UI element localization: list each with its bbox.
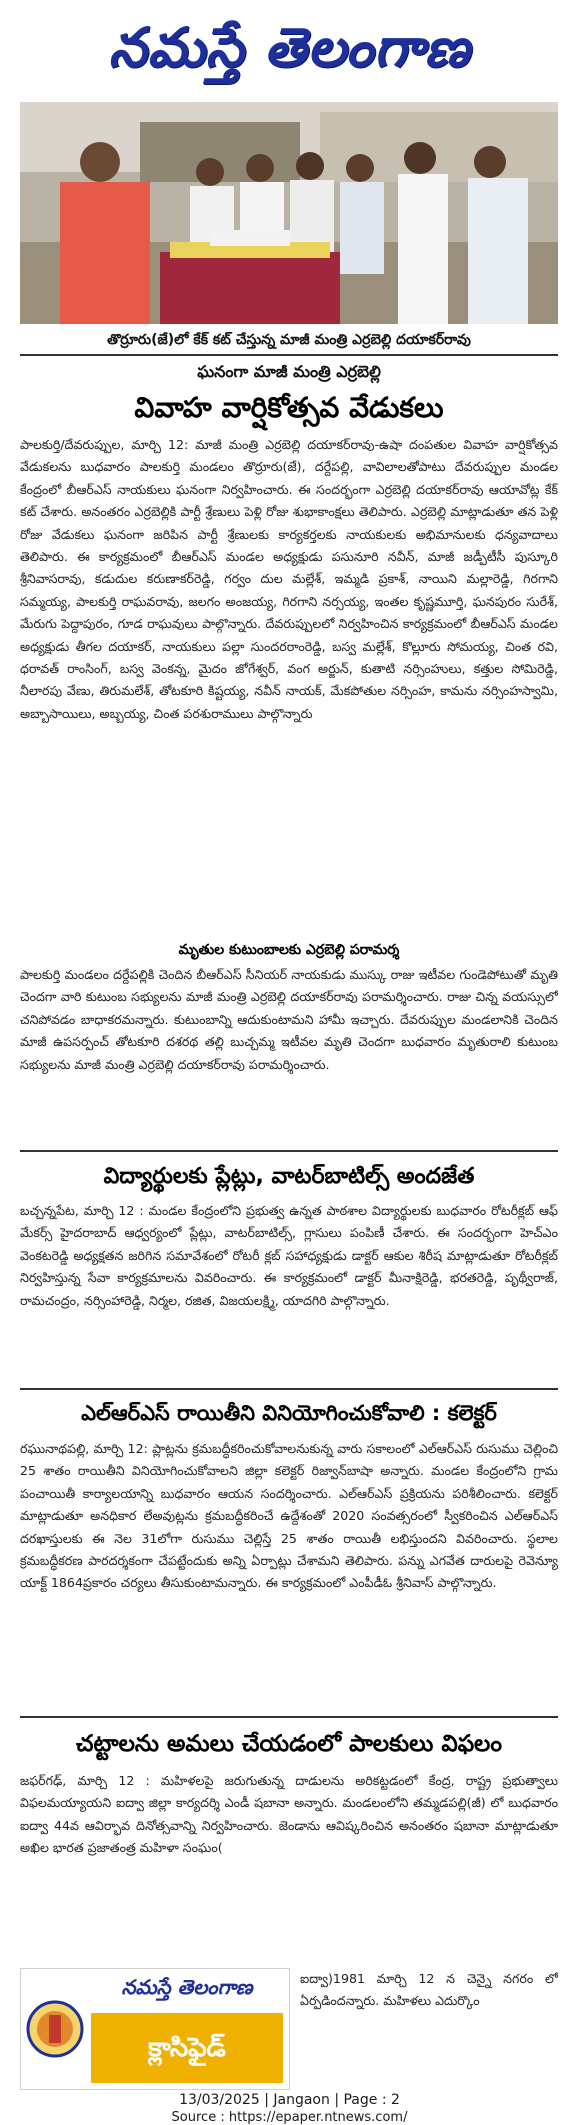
classified-ad [20,1968,290,2090]
story3-body [20,1438,558,1708]
story2-body [20,1200,558,1382]
story1-headline: వివాహ వార్షికోత్సవ వేడుకలు [134,391,444,424]
story2-body-text: బచ్చన్నపేట, మార్చి 12 : మండల కేంద్రంలోని ప్రభుత్వ ఉన్నత పాఠశాల విద్యార్థులకు బుధవారం రోటరీక్లబ్ ఆఫ్ మేకర్స్ హైదరాబాద్ ఆధ్వర్యంలో ప్లేట్లు, వాటర్‌బాటిల్స్, గ్లాసులు పంపిణీ చేశారు. ఈ సందర్భంగా హెచ్‌ఎం వెంకటరెడ్డి అధ్యక్షతన జరిగిన సమావేశంలో రోటరీ క్లబ్ సహాధ్యక్షుడు డాక్టర్ ఆకుల శిరీష మాట్లాడుతూ రోటరీక్లబ్ నిర్వహిస్తున్న సేవా కార్యక్రమాలను వివరించారు. ఈ కార్యక్రమంలో డాక్టర్ మీనాక్షిరెడ్డి, భరతరెడ్డి, పృథ్వీరాజ్, రామచంద్రం, నర్సింహారెడ్డి, నిర్మల, రజిత, విజయలక్ష్మి, యాదగిరి పాల్గొన్నారు. [20,1203,558,1308]
story1-body [20,434,558,938]
story3-body-text: రఘునాథపల్లి, మార్చి 12: ప్లాట్లను క్రమబద్ధీకరించుకోవాలనుకున్న వారు సకాలంలో ఎల్‌ఆర్‌ఎస్ రుసుము చెల్లించి 25 శాతం రాయితీని వినియోగించుకోవాలని జిల్లా కలెక్టర్ రిజ్వాన్‌బాషా అన్నారు. మండల కేంద్రంలోని గ్రామ పంచాయితీ కార్యాలయాన్ని బుధవారం ఆయన సందర్శించారు. ఎల్‌ఆర్‌ఎస్ ప్రక్రియను పరిశీలించారు. కలెక్టర్ మాట్లాడుతూ అనధికార లేఅవుట్లను క్రమబద్ధీకరించే ఉద్దేశంతో 2020 సంవత్సరంలో స్వీకరించిన ఎల్‌ఆర్‌ఎస్ దరఖాస్తులకు ఈ నెల 31లోగా రుసుము చెల్లిస్తే 25 శాతం రాయితీ లభిస్తుందని వివరించారు. స్థలాల క్రమబద్ధీకరణ పారదర్శకంగా చేపట్టేందుకు అన్ని ఏర్పాట్లు చేశామని తెలిపారు. పన్ను ఎగవేత దారులపై రెవెన్యూ యాక్ట్ 1864ప్రకారం చర్యలు తీసుకుంటామన్నారు. ఈ కార్యక్రమంలో ఎంపీడీఓ శ్రీనివాస్ పాల్గొన్నారు. [20,1441,558,1591]
masthead-title: నమస్తే తెలంగాణ [108,16,471,79]
masthead [0,0,579,96]
story4-headline: చట్టాలను అమలు చేయడంలో పాలకులు విఫలం [75,1731,503,1757]
news-photo [20,102,558,324]
divider-1 [20,1150,558,1152]
ad-brand: నమస్తే తెలంగాణ [121,1975,253,1999]
story4-body [20,1770,558,1950]
divider-3 [20,1716,558,1718]
news-photo-image [20,102,558,324]
story4-body-text: జఫర్‌గఢ్, మార్చి 12 : మహిళలపై జరుగుతున్న దాడులను అరికట్టడంలో కేంద్ర, రాష్ట్ర ప్రభుత్వాలు విఫలమయ్యాయని ఐద్వా జిల్లా కార్యదర్శి ఎండీ షబానా అన్నారు. మండలంలోని తమ్మడపల్లి(జీ) లో బుధవారం ఐద్వా 44వ ఆవిర్భావ దినోత్సవాన్ని నిర్వహించారు. జెండాను ఆవిష్కరించిన అనంతరం షబానా మాట్లాడుతూ అఖిల భారత ప్రజాతంత్ర మహిళా సంఘం( [20,1773,558,1856]
story1-body2-text: పాలకుర్తి మండలం దర్దేపల్లికి చెందిన బీఆర్‌ఎస్ సీనియర్ నాయకుడు ముస్కు రాజు ఇటీవల గుండెపోటుతో మృతి చెందగా వారి కుటుంబ సభ్యులను మాజీ మంత్రి ఎర్రబెల్లి దయాకర్‌రావు పరామర్శించారు. రాజు చిన్న వయస్సులో చనిపోవడం బాధాకరమన్నారు. కుటుంబాన్ని ఆదుకుంటామని హామీ ఇచ్చారు. దేవరుప్పుల మండలానికి చెందిన మాజీ ఉపసర్పంచ్ తోటకూరి దశరథ తల్లి బుచ్చమ్మ ఇటీవల మృతి చెందగా బుధవారం మృతురాలి కుటుంబ సభ్యులను మాజీ మంత్రి ఎర్రబెల్లి దయాకర్‌రావు పరామర్శించారు. [20,967,558,1072]
divider-2 [20,1388,558,1390]
footer-source-line: Source : https://epaper.ntnews.com/ [171,2110,408,2125]
story2-headline: విద్యార్థులకు ప్లేట్లు, వాటర్‌బాటిల్స్ అందజేత [103,1164,475,1189]
footer-date-line: 13/03/2025 | Jangaon | Page : 2 [179,2092,400,2108]
photo-caption: తొర్రూరు(జే)లో కేక్ కట్ చేస్తున్న మాజీ మంత్రి ఎర్రబెల్లి దయాకర్‌రావు [20,326,558,356]
story3-headline: ఎల్‌ఆర్‌ఎస్ రాయితీని వినియోగించుకోవాలి : కలెక్టర్ [81,1401,497,1425]
story4-body-right: ఐద్వా)1981 మార్చి 12 న చెన్నై నగరం లో ఏర్పడిందన్నారు. మహిళలు ఎదుర్కొం [300,1971,558,2009]
story1-body-text: పాలకుర్తి/దేవరుప్పుల, మార్చి 12: మాజీ మంత్రి ఎర్రబెల్లి దయాకర్‌రావు-ఉషా దంపతుల వివాహ వార్షికోత్సవ వేడుకలను బుధవారం పాలకుర్తి మండలం తొర్రూరు(జే), దర్దేపల్లి, వావిలాలతోపాటు దేవరుప్పుల మండల కేంద్రంలో బీఆర్‌ఎస్ నాయకులు ఘనంగా నిర్వహించారు. ఈ సందర్భంగా ఎర్రబెల్లి దయాకర్‌రావు ఆయావోట్ల కేక్ కట్ చేశారు. అనంతరం ఎర్రబెల్లికి పార్టీ శ్రేణులు పెళ్లి రోజు శుభాకాంక్షలు తెలిపారు. ఎర్రబెల్లి మాట్లాడుతూ తన పెళ్లి రోజు వేడుకలు ఘనంగా జరిపిన పార్టీ శ్రేణులకు కార్యకర్తలకు నాయకులకు అభిమానులకు ధన్యవాదాలు తెలిపారు. ఈ కార్యక్రమంలో బీఆర్‌ఎస్ మండల అధ్యక్షుడు పసునూరి నవీన్, మాజీ జడ్పీటీసీ పుస్కూరి శ్రీనివాసరావు, కడుదుల కరుణాకర్‌రెడ్డి, గర్వం దుల మల్లేశ్, ఇమ్మడి ప్రకాశ్, నాయిని మల్లారెడ్డి, గిరగాని సమ్మయ్య, పాలకుర్తి రాఘవరావు, జలగం అంజయ్య, గిరగాని నర్సయ్య, ఇంతల కృష్ణమూర్తి, ఘనపురం సురేశ్, మేరుగు పెద్దాపురం, గూడ రాఘవులు పాల్గొన్నారు. దేవరుప్పులలో నిర్వహించిన కార్యక్రమంలో బీఆర్‌ఎస్ మండల అధ్యక్షుడు తీగల దయాకర్, నాయకులు పల్లా సుందరరాంరెడ్డి, బస్వ మల్లేశ్, కొల్లూరు సోమయ్య, చింత రవి, ధరావత్ రాంసింగ్, బస్వ వెంకన్న, మైదం జోగేశ్వర్, వంగ అర్జున్, కుతాటి నర్సింహులు, కత్తుల సోమిరెడ్డి, నీలారపు వేణు, తిరుమలేశ్, తోటకూరి కిష్టయ్య, నవీన్ నాయక్, మేకపోతుల నర్సింహ, కామను నర్సింహస్వామి, అబ్బాసాయిలు, అబ్బయ్య, చింత పరశురాములు పాల్గొన్నారు [20,437,558,721]
story1-subhead: మృతుల కుటుంబాలకు ఎర్రబెల్లి పరామర్శ [178,942,400,958]
story1-body2 [20,964,558,1144]
ad-seal-logo [25,1975,85,2083]
ad-banner: క్లాసిఫైడ్ [91,2013,283,2083]
story1-kicker: ఘనంగా మాజీ మంత్రి ఎర్రబెల్లి [197,362,381,381]
